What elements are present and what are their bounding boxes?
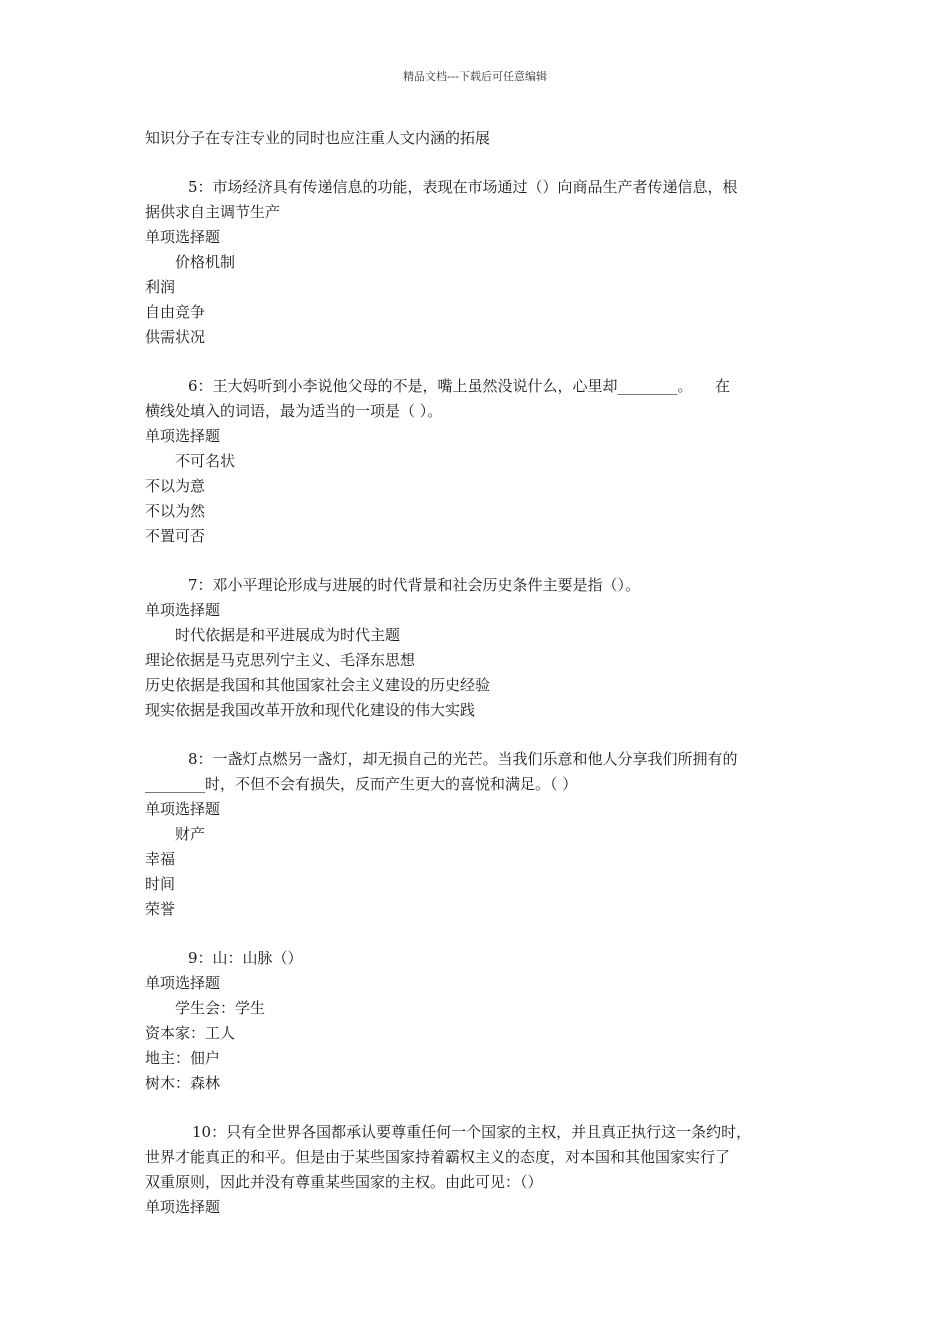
question-type: 单项选择题 xyxy=(145,1198,221,1216)
option-d: 现实依据是我国改革开放和现代化建设的伟大实践 xyxy=(145,701,476,719)
question-6 xyxy=(145,374,811,549)
question-text-cont: 横线处填入的词语，最为适当的一项是（ ）。 xyxy=(145,402,443,420)
option-b: 利润 xyxy=(145,278,176,296)
option-b: 资本家：工人 xyxy=(145,1024,236,1042)
option-c: 地主：佃户 xyxy=(145,1049,221,1067)
option-d: 供需状况 xyxy=(145,328,206,346)
option-c: 历史依据是我国和其他国家社会主义建设的历史经验 xyxy=(145,676,491,694)
question-7 xyxy=(145,573,811,723)
question-text: 9：山：山脉（） xyxy=(188,949,303,967)
intro-text: 知识分子在专注专业的同时也应注重人文内涵的拓展 xyxy=(145,129,491,147)
question-text: 8：一盏灯点燃另一盏灯，却无损自己的光芒。当我们乐意和他人分享我们所拥有的 xyxy=(188,750,738,768)
question-text-cont: ________时，不但不会有损失，反而产生更大的喜悦和满足。（ ） xyxy=(145,775,578,793)
option-b: 不以为意 xyxy=(145,477,206,495)
option-d: 树木：森林 xyxy=(145,1074,221,1092)
question-5 xyxy=(145,175,811,350)
option-d: 荣誉 xyxy=(145,900,176,918)
question-text: 10：只有全世界各国都承认要尊重任何一个国家的主权，并且真正执行这一条约时， xyxy=(192,1123,752,1141)
option-a: 学生会：学生 xyxy=(175,999,266,1017)
option-a: 财产 xyxy=(175,825,206,843)
question-9 xyxy=(145,946,811,1096)
question-10 xyxy=(145,1120,811,1220)
option-b: 幸福 xyxy=(145,850,176,868)
question-8 xyxy=(145,747,811,922)
option-c: 时间 xyxy=(145,875,176,893)
option-d: 不置可否 xyxy=(145,527,206,545)
question-text: 7：邓小平理论形成与进展的时代背景和社会历史条件主要是指（）。 xyxy=(188,576,641,594)
question-type: 单项选择题 xyxy=(145,427,221,445)
option-a: 不可名状 xyxy=(175,452,236,470)
option-c: 自由竞争 xyxy=(145,303,206,321)
question-text: 6：王大妈听到小李说他父母的不是，嘴上虽然没说什么，心里却________。 在 xyxy=(188,377,731,395)
question-text-cont: 世界才能真正的和平。但是由于某些国家持着霸权主义的态度，对本国和其他国家实行了 xyxy=(145,1148,731,1166)
question-text: 5：市场经济具有传递信息的功能，表现在市场通过（）向商品生产者传递信息，根 xyxy=(188,178,738,196)
question-type: 单项选择题 xyxy=(145,601,221,619)
option-c: 不以为然 xyxy=(145,502,206,520)
option-b: 理论依据是马克思列宁主义、毛泽东思想 xyxy=(145,651,416,669)
page-header: 精品文档---下载后可任意编辑 xyxy=(403,70,547,83)
question-type: 单项选择题 xyxy=(145,800,221,818)
question-type: 单项选择题 xyxy=(145,228,221,246)
question-text-cont: 据供求自主调节生产 xyxy=(145,203,281,221)
question-text-cont-2: 双重原则，因此并没有尊重某些国家的主权。由此可见：（） xyxy=(145,1173,543,1191)
document-body xyxy=(145,126,811,1220)
option-a: 价格机制 xyxy=(175,253,236,271)
option-a: 时代依据是和平进展成为时代主题 xyxy=(175,626,401,644)
question-type: 单项选择题 xyxy=(145,974,221,992)
